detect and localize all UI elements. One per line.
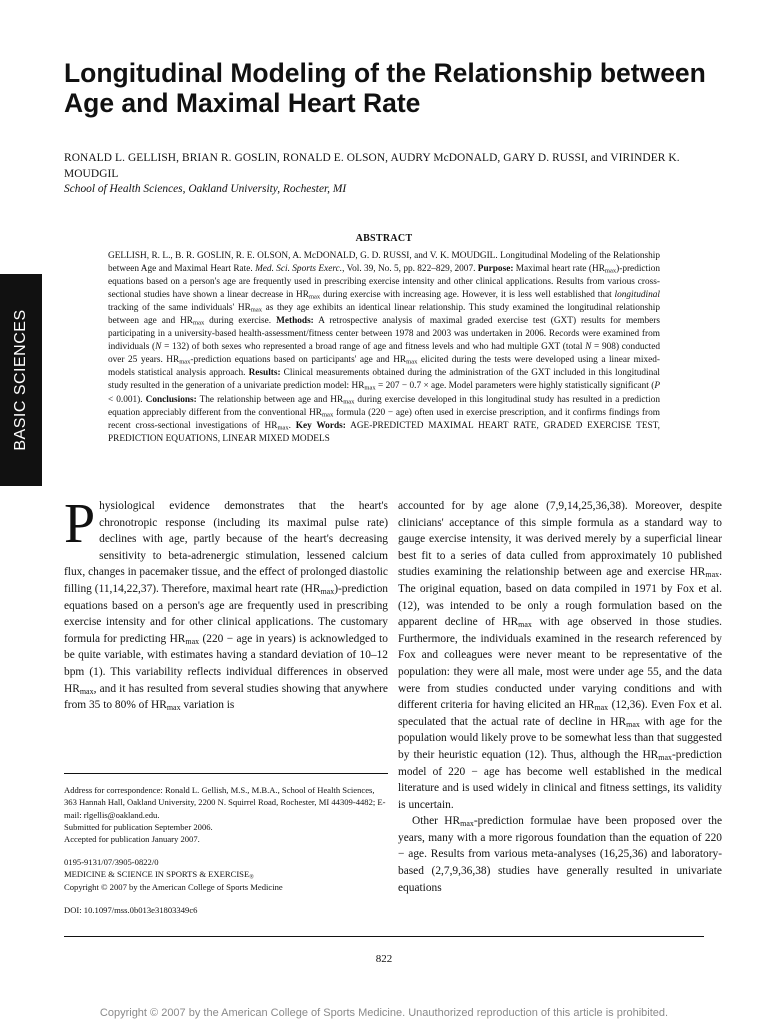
subscript: max [308, 293, 321, 301]
subscript: max [343, 398, 355, 406]
body-text: , and it has resulted from several studies showing that anywhere from 35 to 80% of HR [64, 682, 388, 712]
journal-line [64, 868, 388, 880]
body-column-left [64, 493, 388, 714]
methods-text: elicited during the tests were developed using a linear mixed-models statistical analysis approach. [108, 355, 660, 379]
subscript: max [322, 411, 334, 419]
subscript: max [364, 385, 376, 393]
subscript: max [460, 819, 474, 829]
subscript: max [179, 359, 191, 366]
purpose-text: tracking of the same individuals' HR [108, 303, 251, 314]
publication-footnote [64, 856, 388, 893]
body-paragraph [398, 813, 722, 896]
abstract-citation: GELLISH, R. L., B. R. GOSLIN, R. E. OLSON, A. McDONALD, G. D. RUSSI, and V. K. MOUDGIL. Longitudinal Modeling of the Relationship between Age and Maximal Heart Rate. [108, 251, 660, 275]
body-text: with age observed in those studies. Furthermore, the individuals examined in the research referenced by Fox and colleagues were never meant to be representative of the population: they were all male, most were under age 55, and the data were from studies conducted under varying conditions and with different criteria for having elicited an HR [398, 616, 722, 712]
body-text: hysiological evidence demonstrates that the heart's chronotropic response (including its maximal pulse rate) declines with age, partly because of the heart's decreasing sensitivity to beta-adrenergic stimulation, lessened calcium flux, changes in pacemaker tissue, and the effect of prolonged diastolic filling (11,14,22,37). Therefore, maximal heart rate (HR [64, 500, 388, 595]
purpose-text: as they age exhibits an identical linear relationship. This study examined the longitudinal relationship between age and HR [108, 303, 660, 327]
body-text: -prediction formulae have been proposed over the years, many with a more rigorous foundation than the equation of 220 − age. Results from various meta-analyses (16,25,36) and laboratory-based (2,7,9,36,38) studies have generally resulted in univariate equations [398, 815, 723, 894]
body-text: . The original equation, based on data compiled in 1971 by Fox et al. (12), was intended to be only a rough formulation based on the apparent decline of HR [398, 566, 722, 629]
abstract-citation-tail: , Vol. 39, No. 5, pp. 822–829, 2007. [342, 264, 476, 275]
affiliation: School of Health Sciences, Oakland University, Rochester, MI [64, 183, 347, 195]
page-footer-divider [64, 936, 704, 937]
methods-text: -prediction equations based on participants' age and HR [190, 355, 407, 366]
subscript: max [406, 359, 418, 366]
body-text: with age for the population would likely prove to be somewhat less than that suggested by their heuristic equation (12). Thus, although the HR [398, 715, 722, 761]
submitted-date: Submitted for publication September 2006. [64, 821, 213, 832]
results-label: Results: [248, 368, 281, 379]
subscript: max [518, 620, 532, 630]
body-column-right [398, 498, 722, 896]
subscript: max [604, 267, 617, 275]
subscript: max [250, 306, 262, 314]
conclusions-label: Conclusions: [145, 394, 197, 405]
body-text: (220 − age in years) is acknowledged to be quite variable, with estimates having a standard deviation of 10–12 bpm (1). This variability reflects individual differences in observed HR [64, 632, 388, 695]
journal-abbrev: Med. Sci. Sports Exerc. [255, 264, 343, 275]
purpose-label: Purpose: [477, 264, 514, 275]
purpose-emphasis: longitudinal [614, 290, 660, 301]
author-list: RONALD L. GELLISH, BRIAN R. GOSLIN, RONALD E. OLSON, AUDRY McDONALD, GARY D. RUSSI, and VIRINDER K. MOUDGIL [64, 152, 680, 180]
body-text: -prediction model of 220 − age has become well established in the medical literature and is used widely in clinical and fitness settings, its validity is uncertain. [398, 748, 722, 811]
issn-line: 0195-9131/07/3905-0822/0 [64, 857, 159, 867]
methods-text: A retrospective analysis of maximal graded exercise test (GXT) results for members participating in a university-based health-assessment/fitness center between 1978 and 2003 was undertaken in 2006. Records were examined from individuals ( [108, 316, 661, 353]
journal-name: MEDICINE & SCIENCE IN SPORTS & EXERCISE [64, 869, 250, 880]
results-text: = 207 − 0.7 × age. Model parameters were highly statistically significant ( [375, 381, 655, 392]
conclusions-text: . [288, 420, 291, 431]
copyright-line: Copyright © 2007 by the American College of Sports Medicine [64, 881, 283, 892]
copyright-footer: Copyright © 2007 by the American College of Sports Medicine. Unauthorized reproduction of this article is prohibited. [99, 1007, 669, 1019]
correspondence-footnote [64, 784, 388, 845]
subscript: max [594, 703, 609, 713]
registered-mark: ® [249, 874, 254, 881]
methods-n: N [155, 342, 162, 353]
methods-n: N [585, 342, 592, 353]
subscript: max [193, 319, 205, 327]
conclusions-text: The relationship between age and HR [199, 394, 344, 405]
body-paragraph [64, 493, 388, 714]
abstract-body [108, 250, 660, 446]
subscript: max [626, 719, 640, 729]
body-text: accounted for by age alone (7,9,14,25,36,38). Moreover, despite clinicians' acceptance of this simple formula as a standard way to gauge exercise intensity, it was derived merely by a superficial linear best fit to a series of data culled from approximately 10 published studies examining the relationship between age and exercise HR [398, 500, 722, 579]
methods-text: = 908) conducted over 25 years. HR [108, 342, 660, 366]
subscript: max [166, 703, 181, 713]
purpose-text: )-prediction equations based on a person's age are frequently used in prescribing exercise intensity and other clinical applications. Results from various cross-sectional studies have shown a linear decrease in HR [108, 264, 661, 301]
conclusions-text: during exercise developed in this longitudinal study has resulted in a prediction equation appreciably different from the conventional HR [108, 394, 661, 418]
body-text: )-prediction equations based on a person's age are frequently used in prescribing exercise intensity and for other clinical applications. The customary formula for predicting HR [64, 582, 388, 645]
subscript: max [277, 424, 289, 432]
body-text: Other HR [412, 815, 461, 828]
methods-label: Methods: [276, 316, 314, 327]
correspondence-address: Address for correspondence: Ronald L. Gellish, M.S., M.B.A., School of Health Sciences, 363 Hannah Hall, Oakland University, 2200 N. Squirrel Road, Rochester, MI 44309-4482; E-mail: rlgellis@oakland.edu. [64, 785, 386, 820]
purpose-text: during exercise with increasing age. However, it is less well established that [320, 290, 615, 301]
article-title: Longitudinal Modeling of the Relationship between Age and Maximal Heart Rate [64, 58, 706, 118]
keywords-label: Key Words: [295, 420, 346, 431]
drop-cap: P [64, 493, 96, 555]
keywords-text: AGE-PREDICTED MAXIMAL HEART RATE, GRADED EXERCISE TEST, PREDICTION EQUATIONS, LINEAR MIXED MODELS [108, 420, 660, 444]
doi-footnote: DOI: 10.1097/mss.0b013e31803349c6 [64, 905, 198, 915]
methods-text: = 132) of both sexes who represented a broad range of age and fitness levels and who had multiple GXT (total [161, 342, 586, 353]
abstract-heading: ABSTRACT [355, 233, 413, 244]
subscript: max [658, 752, 673, 762]
purpose-text: Maximal heart rate (HR [515, 264, 605, 275]
body-text: (12,36). Even Fox et al. speculated that the actual rate of decline in HR [398, 699, 722, 728]
section-tab [0, 274, 42, 486]
results-text: Clinical measurements obtained during the administration of the GXT included in this longitudinal study resulted in the generation of a univariate prediction model: HR [108, 368, 660, 392]
subscript: max [705, 570, 720, 580]
footnote-divider [64, 773, 388, 774]
results-p: P [654, 381, 661, 392]
results-text: < 0.001). [108, 394, 143, 405]
accepted-date: Accepted for publication January 2007. [64, 834, 200, 845]
purpose-text: during exercise. [204, 316, 272, 327]
subscript: max [79, 686, 94, 696]
subscript: max [185, 636, 200, 646]
section-tab-label: BASIC SCIENCES [12, 309, 29, 451]
body-text: variation is [180, 699, 235, 712]
subscript: max [320, 586, 335, 596]
page-number: 822 [375, 953, 393, 965]
body-paragraph [398, 498, 722, 813]
conclusions-text: formula (220 − age) often used in exercise prescription, and it confirms findings from recent cross-sectional investigations of HR [108, 407, 660, 431]
